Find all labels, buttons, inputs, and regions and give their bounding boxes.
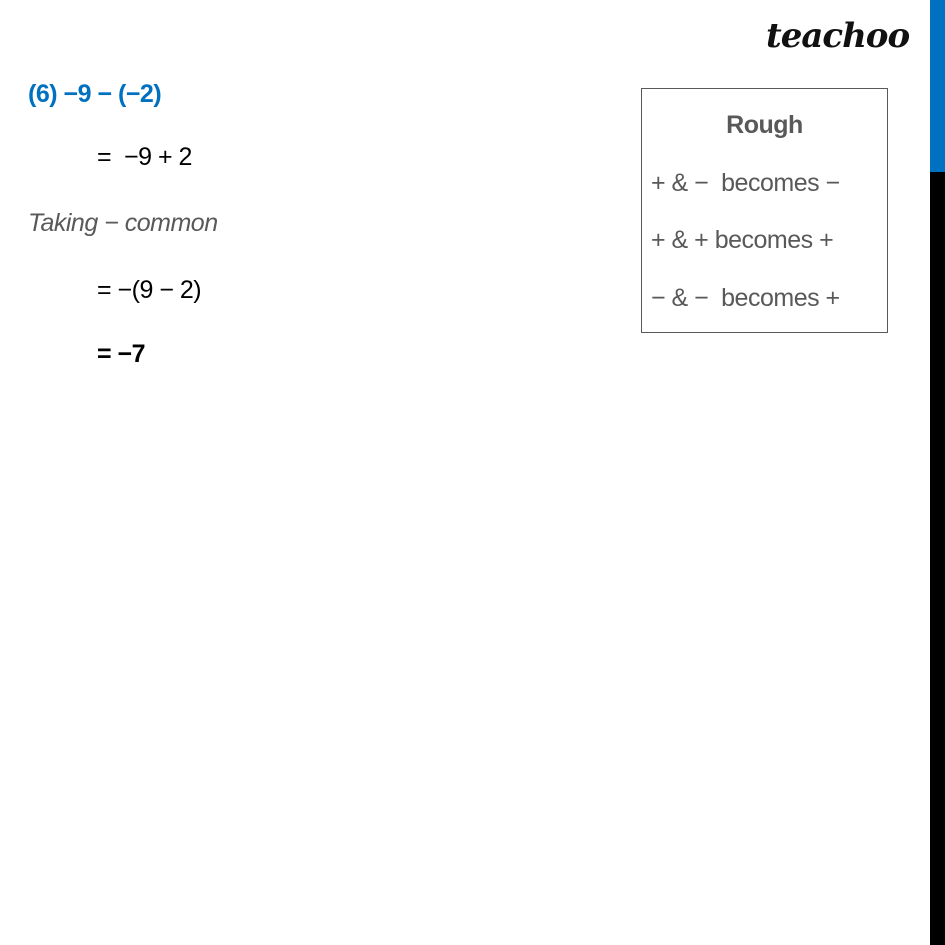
question-heading: (6) −9 − (−2) bbox=[28, 80, 162, 108]
rough-title: Rough bbox=[726, 111, 803, 139]
side-dark-bar bbox=[930, 172, 945, 945]
rough-rule: − & − becomes + bbox=[651, 284, 840, 312]
teachoo-logo: teachoo bbox=[766, 16, 910, 56]
rough-box bbox=[641, 88, 888, 333]
final-answer: = −7 bbox=[97, 340, 146, 368]
step-1: = −9 + 2 bbox=[97, 143, 192, 171]
rough-rule: + & − becomes − bbox=[651, 169, 840, 197]
rough-rule: + & + becomes + bbox=[651, 226, 834, 254]
side-accent-bar bbox=[930, 0, 945, 172]
step-note: Taking − common bbox=[28, 209, 218, 237]
step-2: = −(9 − 2) bbox=[97, 276, 202, 304]
